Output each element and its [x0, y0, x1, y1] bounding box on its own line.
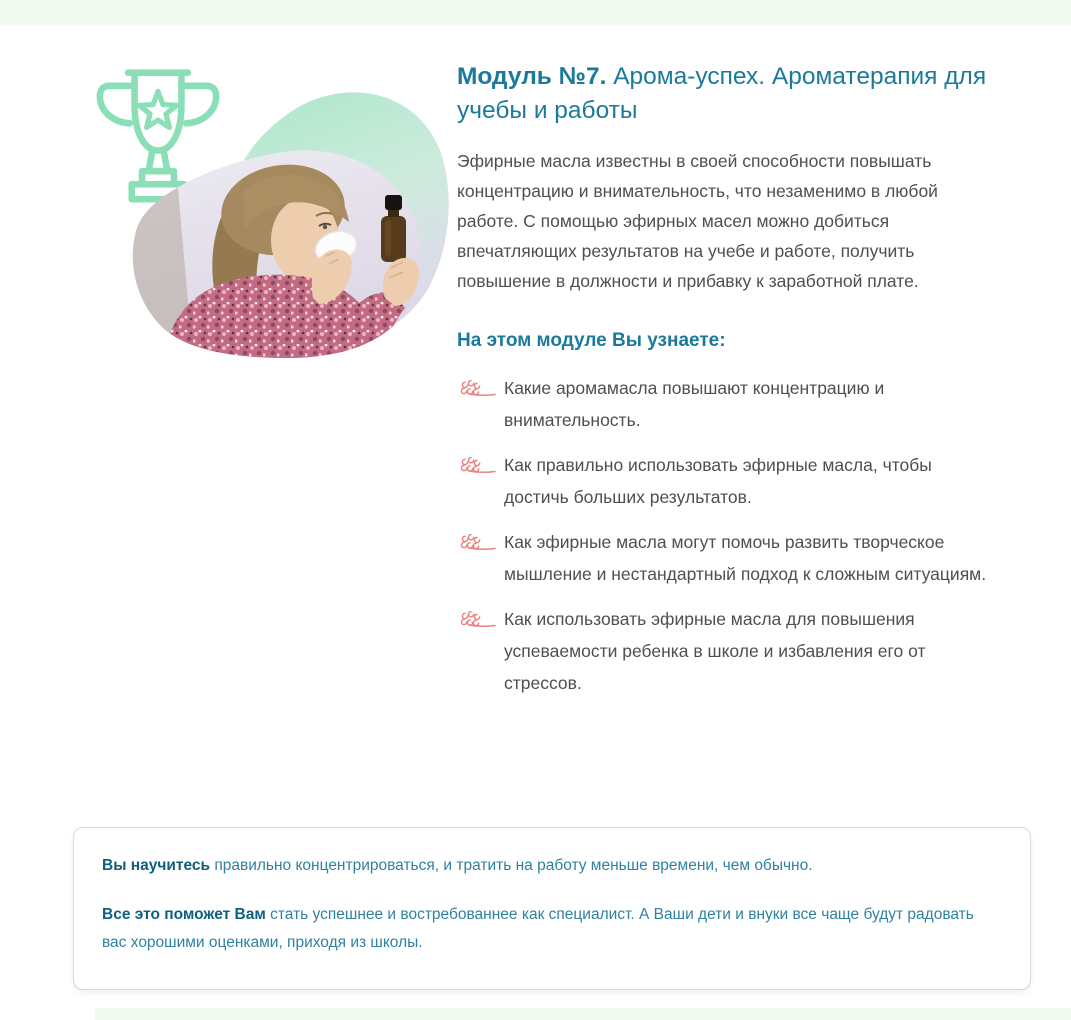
floral-sprig-icon: [457, 372, 504, 412]
list-item: [457, 526, 993, 590]
bottom-section-divider: [95, 1008, 1071, 1020]
list-item-text: Как использовать эфирные масла для повышения успеваемости ребенка в школе и избавления его от стрессов.: [504, 609, 926, 693]
benefits-box: [73, 827, 1031, 990]
module-title-regular: Арома-успех. Ароматерапия для учебы и работы: [457, 63, 987, 124]
list-item-text: Как правильно использовать эфирные масла, чтобы достичь больших результатов.: [504, 455, 932, 507]
module-title: [457, 60, 993, 128]
list-item-text: Как эфирные масла могут помочь развить творческое мышление и нестандартный подход к сложным ситуациям.: [504, 532, 987, 584]
woman-smelling-essential-oil-photo: [123, 148, 428, 360]
list-item-text: Какие аромамасла повышают концентрацию и внимательность.: [504, 378, 885, 430]
floral-sprig-icon: [457, 526, 504, 566]
floral-sprig-icon: [457, 603, 504, 643]
learn-heading: На этом модуле Вы узнаете:: [457, 330, 726, 351]
module-illustration: [65, 60, 465, 368]
floral-sprig-icon: [457, 449, 504, 489]
benefit-paragraph: [102, 901, 1002, 957]
list-item: [457, 603, 993, 699]
benefit-lead: Все это поможет Вам: [102, 906, 266, 923]
list-item: [457, 449, 993, 513]
module-title-bold: Модуль №7.: [457, 63, 607, 90]
benefit-text: стать успешнее и востребованнее как специалист. А Ваши дети и внуки все чаще будут радовать вас хорошими оценками, приходя из школы.: [102, 906, 974, 951]
list-item: [457, 372, 993, 436]
module-content: [457, 60, 993, 712]
benefit-lead: Вы научитесь: [102, 857, 211, 874]
learn-list: [457, 372, 993, 699]
benefit-text: правильно концентрироваться, и тратить на работу меньше времени, чем обычно.: [214, 857, 813, 874]
benefit-paragraph: [102, 852, 1002, 880]
top-section-divider: [0, 0, 1071, 25]
module-description: Эфирные масла известны в своей способности повышать концентрацию и внимательность, что незаменимо в любой работе. С помощью эфирных масел можно добиться впечатляющих результатов на учебе и работе, получить повышение в должности и прибавку к заработной плате.: [457, 151, 938, 291]
